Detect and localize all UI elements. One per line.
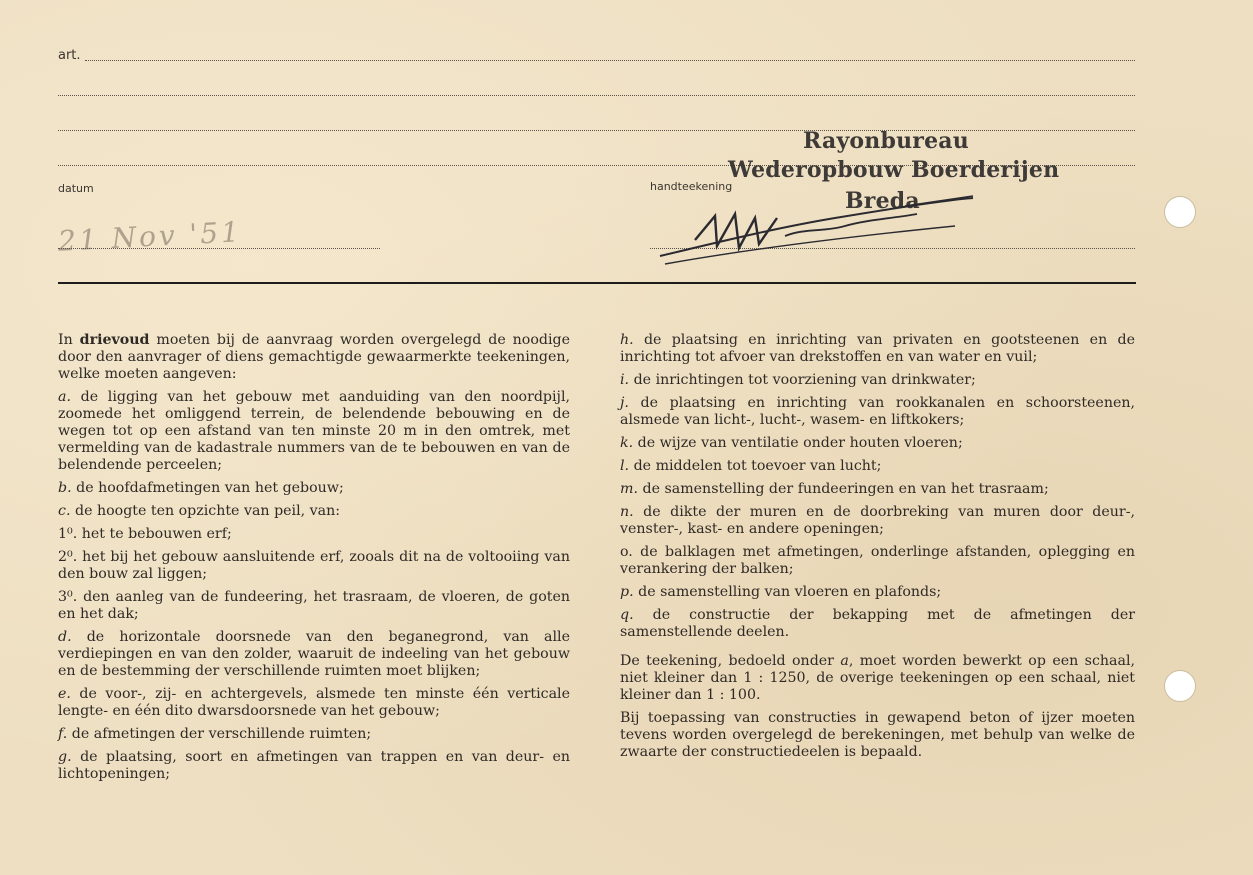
list-item-e: e. de voor-, zij- en achtergevels, alsmede ten minste één verticale lengte- en één dito dwarsdoorsnede van het gebouw; (58, 686, 570, 719)
art-field-line-3[interactable] (58, 130, 1135, 131)
list-item-h: h. de plaatsing en inrichting van privaten en gootsteenen en de inrichting tot afvoer van drekstoffen en van water en vuil; (620, 332, 1135, 365)
punch-hole-bottom (1164, 670, 1196, 702)
stamp-line-3: Breda (845, 188, 920, 214)
art-field-line-1[interactable] (85, 60, 1135, 61)
list-item-f: f. de afmetingen der verschillende ruimten; (58, 726, 372, 742)
datum-label: datum (58, 182, 94, 195)
list-item-c2: 2⁰. het bij het gebouw aansluitende erf, zooals dit na de voltooiing van den bouw zal liggen; (58, 549, 570, 582)
right-column (620, 332, 1135, 767)
intro-bold: drievoud (79, 332, 150, 348)
list-item-o: o. de balklagen met afmetingen, onderlinge afstanden, oplegging en verankering der balken; (620, 544, 1136, 577)
list-item-d: d. de horizontale doorsnede van den beganegrond, van alle verdiepingen en van den zolder, waaruit de indeeling van het gebouw en de bestemming der verschillende ruimten moet blijken; (58, 629, 570, 679)
intro-paragraph: In drievoud moeten bij de aanvraag worden overgelegd de noodige door den aanvrager of diens gemachtigde gewaarmerkte teekeningen, welke moeten aangeven: (58, 332, 570, 382)
list-item-l: l. de middelen tot toevoer van lucht; (620, 458, 882, 474)
datum-handwritten-value: 21 Nov '51 (57, 215, 243, 258)
list-item-c: c. de hoogte ten opzichte van peil, van: (58, 503, 341, 519)
note-scale: De teekening, bedoeld onder a, moet worden bewerkt op een schaal, niet kleiner dan 1 : 1250, de overige teekeningen op een schaal, niet kleiner dan 1 : 100. (620, 653, 1135, 703)
list-item-k: k. de wijze van ventilatie onder houten vloeren; (620, 435, 963, 451)
handtekening-label: handteekening (650, 180, 733, 193)
signature-scribble (655, 188, 985, 268)
list-item-c1: 1⁰. het te bebouwen erf; (58, 526, 232, 542)
stamp-line-1: Rayonbureau (803, 128, 969, 154)
list-item-g: g. de plaatsing, soort en afmetingen van trappen en van deur- en lichtopeningen; (58, 749, 570, 782)
note-calculations: Bij toepassing van constructies in gewapend beton of ijzer moeten tevens worden overgelegd de berekeningen, met behulp van welke de zwaarte der constructiedeelen is bepaald. (620, 710, 1135, 760)
list-item-b: b. de hoofdafmetingen van het gebouw; (58, 480, 344, 496)
header-divider (58, 282, 1136, 284)
list-item-n: n. de dikte der muren en de doorbreking van muren door deur-, venster-, kast- en andere openingen; (620, 504, 1135, 537)
list-item-c3: 3⁰. den aanleg van de fundeering, het trasraam, de vloeren, de goten en het dak; (58, 589, 570, 622)
art-field-line-2[interactable] (58, 95, 1135, 96)
list-item-p: p. de samenstelling van vloeren en plafonds; (620, 584, 942, 600)
list-item-m: m. de samenstelling der fundeeringen en van het trasraam; (620, 481, 1049, 497)
list-item-j: j. de plaatsing en inrichting van rookkanalen en schoorsteenen, alsmede van licht-, lucht-, wasem- en liftkokers; (620, 395, 1135, 428)
stamp-line-2: Wederopbouw Boerderijen (728, 157, 1060, 183)
list-item-a: a. de ligging van het gebouw met aanduiding van den noordpijl, zoomede het omliggend terrein, de belendende bebouwing en de wegen tot op een afstand van ten minste 20 m in den omtrek, met vermelding van de kadastrale nummers van de te bebouwen en van de belendende perceelen; (58, 389, 571, 473)
punch-hole-top (1164, 196, 1196, 228)
list-item-i: i. de inrichtingen tot voorziening van drinkwater; (620, 372, 976, 388)
art-label: art. (58, 48, 81, 63)
left-column (58, 332, 570, 789)
list-item-q: q. de constructie der bekapping met de afmetingen der samenstellende deelen. (620, 607, 1135, 640)
